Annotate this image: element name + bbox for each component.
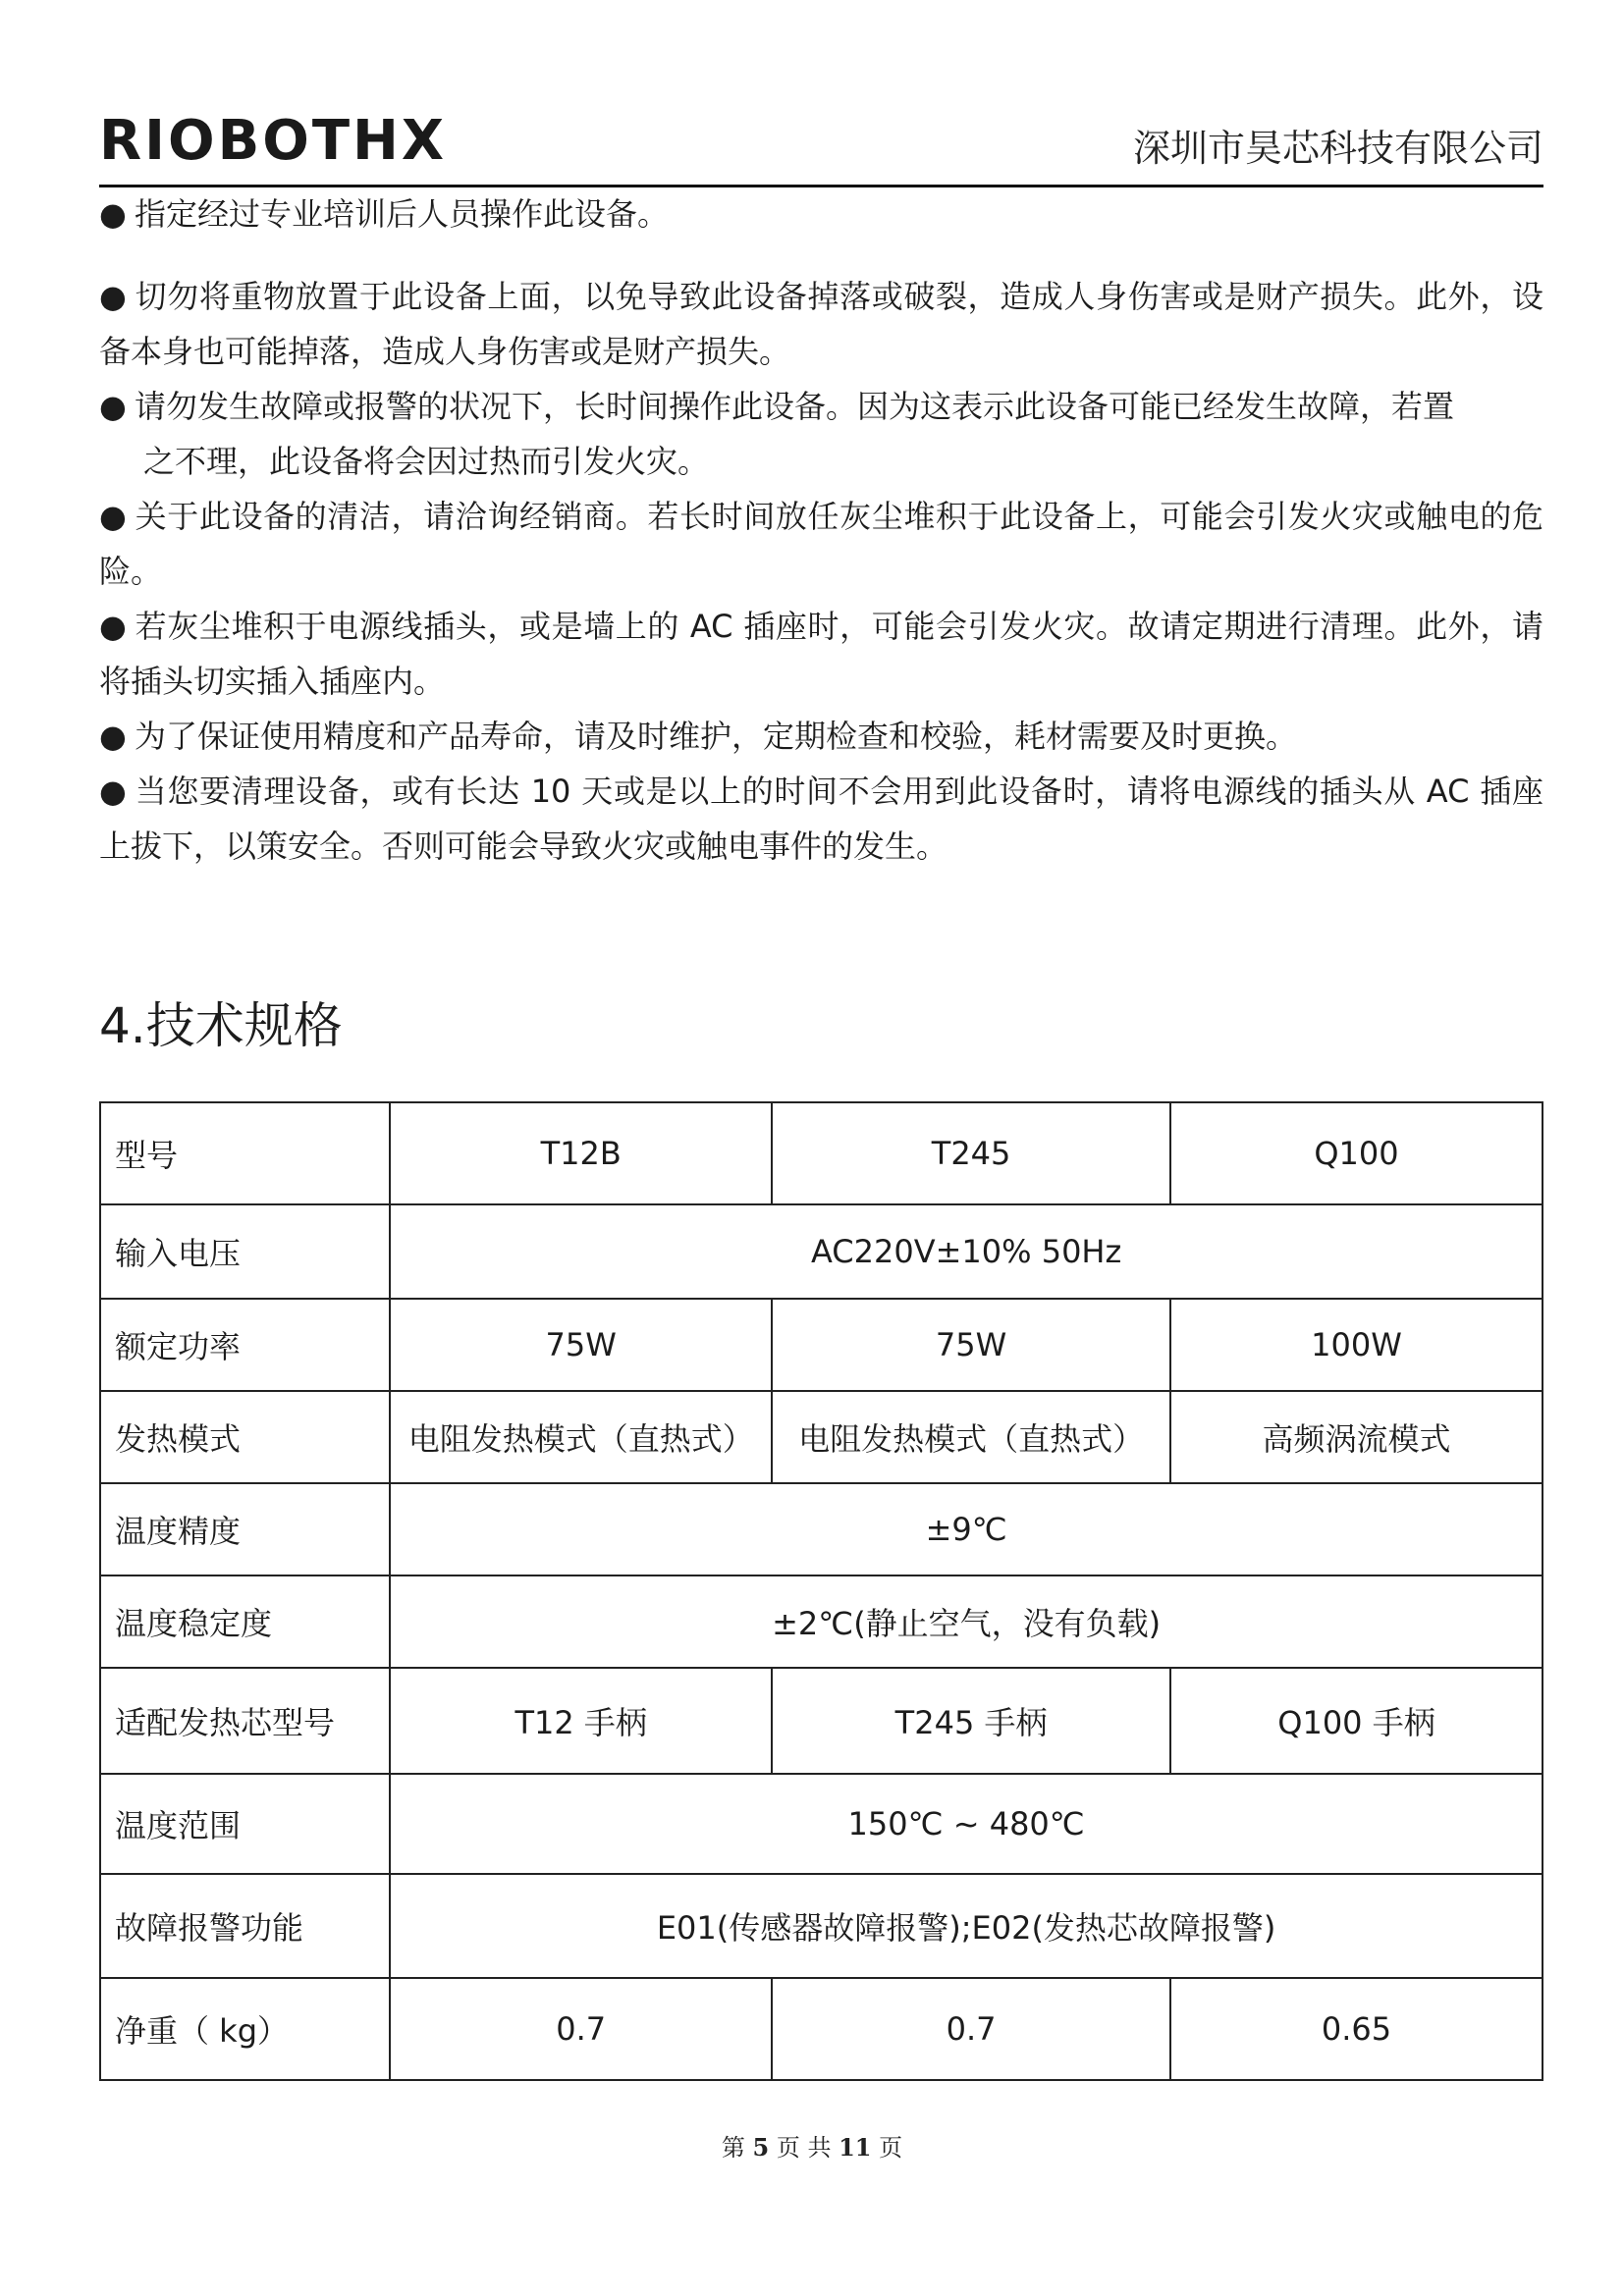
spec-value: T245: [772, 1102, 1170, 1204]
spec-row: [100, 1483, 1543, 1575]
note-item: ● 指定经过专业培训后人员操作此设备。: [99, 195, 670, 233]
spec-value: Q100 手柄: [1170, 1668, 1543, 1774]
note-item: ● 若灰尘堆积于电源线插头，或是墙上的 AC 插座时，可能会引发火灾。故请定期进行清理。此外，请将插头切实插入插座内。: [99, 608, 1543, 700]
spec-label: 输入电压: [100, 1204, 390, 1299]
spec-value: 电阻发热模式（直热式）: [390, 1391, 772, 1483]
spec-row: [100, 1204, 1543, 1299]
spec-row: [100, 1102, 1543, 1204]
page-header: [99, 102, 1543, 187]
spec-value: 高频涡流模式: [1170, 1391, 1543, 1483]
spec-row: [100, 1874, 1543, 1978]
spec-row: [100, 1575, 1543, 1668]
notes-section: [99, 187, 1543, 874]
page-footer: 第 5 页 共 11 页: [721, 2133, 903, 2162]
spec-value: Q100: [1170, 1102, 1543, 1204]
spec-row: [100, 1299, 1543, 1391]
spec-label: 发热模式: [100, 1391, 390, 1483]
spec-value: 电阻发热模式（直热式）: [772, 1391, 1170, 1483]
spec-table: [99, 1101, 1543, 2081]
spec-label: 故障报警功能: [100, 1874, 390, 1978]
spec-value: 75W: [772, 1299, 1170, 1391]
spec-row: [100, 1391, 1543, 1483]
spec-value: 75W: [390, 1299, 772, 1391]
spec-value: 100W: [1170, 1299, 1543, 1391]
spec-value: 0.65: [1170, 1978, 1543, 2080]
spec-label: 温度精度: [100, 1483, 390, 1575]
spec-label: 温度范围: [100, 1774, 390, 1874]
note-item: ● 关于此设备的清洁，请洽询经销商。若长时间放任灰尘堆积于此设备上，可能会引发火灾或触电的危险。: [99, 498, 1543, 590]
spec-value: 0.7: [772, 1978, 1170, 2080]
spec-value: ±2℃(静止空气，没有负载): [390, 1575, 1543, 1668]
section-title: 4.技术规格: [99, 997, 343, 1054]
spec-label: 型号: [100, 1102, 390, 1204]
note-item: ● 切勿将重物放置于此设备上面，以免导致此设备掉落或破裂，造成人身伤害或是财产损失。此外，设备本身也可能掉落，造成人身伤害或是财产损失。: [99, 278, 1543, 370]
spec-label: 净重（ kg）: [100, 1978, 390, 2080]
spec-row: [100, 1668, 1543, 1774]
spec-label: 适配发热芯型号: [100, 1668, 390, 1774]
spec-value: E01(传感器故障报警);E02(发热芯故障报警): [390, 1874, 1543, 1978]
spec-value: T12B: [390, 1102, 772, 1204]
spec-row: [100, 1978, 1543, 2080]
company-name: 深圳市昊芯科技有限公司: [1132, 127, 1543, 170]
spec-value: AC220V±10% 50Hz: [390, 1204, 1543, 1299]
note-item: ● 为了保证使用精度和产品寿命，请及时维护，定期检查和校验，耗材需要及时更换。: [99, 718, 1298, 755]
spec-row: [100, 1774, 1543, 1874]
note-item: ● 请勿发生故障或报警的状况下，长时间操作此设备。因为这表示此设备可能已经发生故障，若置 之不理，此设备将会因过热而引发火灾。: [99, 388, 1455, 480]
spec-value: T245 手柄: [772, 1668, 1170, 1774]
spec-value: 150℃ ~ 480℃: [390, 1774, 1543, 1874]
spec-value: ±9℃: [390, 1483, 1543, 1575]
spec-label: 额定功率: [100, 1299, 390, 1391]
spec-label: 温度稳定度: [100, 1575, 390, 1668]
spec-value: T12 手柄: [390, 1668, 772, 1774]
company-logo: RIOBOTHX: [99, 109, 448, 173]
spec-value: 0.7: [390, 1978, 772, 2080]
note-item: ● 当您要清理设备，或有长达 10 天或是以上的时间不会用到此设备时，请将电源线的插头从 AC 插座上拔下，以策安全。否则可能会导致火灾或触电事件的发生。: [99, 773, 1543, 865]
